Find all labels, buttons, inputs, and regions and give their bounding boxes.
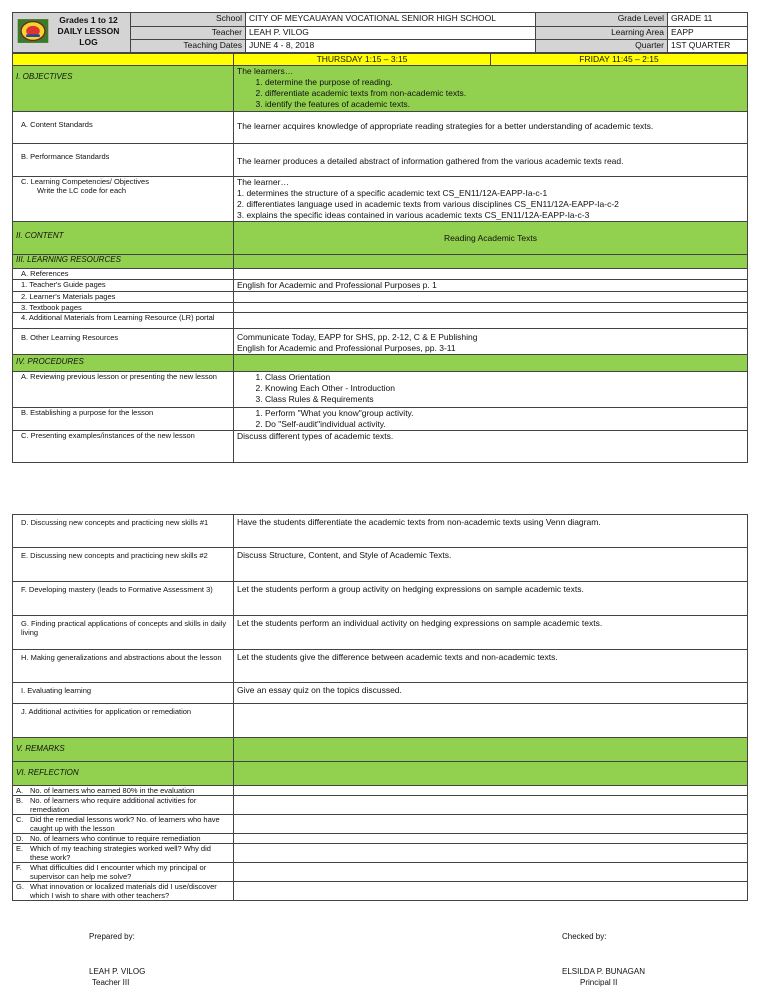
deped-seal-icon [16, 16, 50, 46]
procedure-d-label: D. Discussing new concepts and practicing new skills #1 [13, 515, 234, 548]
content-value: Reading Academic Texts [234, 222, 748, 255]
content-standards-label: A. Content Standards [13, 112, 234, 144]
procedure-e-value: Discuss Structure, Content, and Style of Academic Texts. [234, 548, 748, 582]
competencies-intro: The learner… [237, 177, 289, 187]
log-title-line1: Grades 1 to 12 [59, 14, 118, 25]
lesson-table-page1 [12, 53, 748, 463]
tg-value: English for Academic and Professional Purposes p. 1 [234, 280, 748, 292]
procedure-g-value: Let the students perform an individual activity on hedging expressions on sample academic texts. [234, 616, 748, 650]
reflection-item-d: No. of learners who continue to require remediation [30, 834, 201, 843]
procedure-h-label: H. Making generalizations and abstractions about the lesson [13, 650, 234, 683]
tg-label: 1. Teacher's Guide pages [13, 280, 234, 292]
friday-schedule: FRIDAY 11:45 – 2:15 [491, 54, 748, 66]
objectives-label: I. OBJECTIVES [13, 66, 234, 112]
objectives-intro: The learners… [237, 66, 294, 76]
procedure-f-value: Let the students perform a group activity on hedging expressions on sample academic texts. [234, 582, 748, 616]
procedure-i-value: Give an essay quiz on the topics discussed. [234, 683, 748, 704]
competencies-sublabel: Write the LC code for each [37, 186, 127, 195]
competencies-label: C. Learning Competencies/ Objectives [21, 177, 149, 186]
procedure-e-label: E. Discussing new concepts and practicing new skills #2 [13, 548, 234, 582]
list-item: 3. Class Rules & Requirements [265, 394, 744, 405]
procedure-j-label: J. Additional activities for application or remediation [13, 704, 234, 738]
list-item: 1. Perform "What you know"group activity. [265, 408, 744, 419]
learning-area-value: EAPP [668, 27, 748, 40]
procedure-b-label: B. Establishing a purpose for the lesson [13, 408, 234, 431]
teacher-value: LEAH P. VILOG [246, 27, 536, 40]
reflection-item-g: What innovation or localized materials did I use/discover which I wish to share with other teachers? [30, 882, 217, 900]
reflection-item-c: Did the remedial lessons work? No. of learners who have caught up with the lesson [30, 815, 220, 833]
procedure-i-label: I. Evaluating learning [13, 683, 234, 704]
tb-label: 3. Textbook pages [13, 303, 234, 313]
quarter-label: Quarter [536, 40, 668, 53]
prepared-by-title: Teacher III [92, 978, 130, 987]
list-item: 2. differentiate academic texts from non-academic texts. [265, 88, 744, 99]
list-item: 2. Do "Self-audit"individual activity. [265, 419, 744, 430]
log-title-line2: DAILY LESSON [57, 25, 120, 36]
lm-label: 2. Learner's Materials pages [13, 292, 234, 303]
checked-by-name: ELSILDA P. BUNAGAN [562, 967, 645, 976]
prepared-by-label: Prepared by: [89, 932, 135, 941]
list-item: Communicate Today, EAPP for SHS, pp. 2-12, C & E Publishing [237, 332, 478, 342]
quarter-value: 1ST QUARTER [668, 40, 748, 53]
deped-seal [13, 13, 131, 53]
content-label: II. CONTENT [13, 222, 234, 255]
objectives-list [237, 77, 744, 110]
reflection-item-b: No. of learners who require additional activities for remediation [30, 796, 197, 814]
grade-level-label: Grade Level [536, 13, 668, 27]
dates-value: JUNE 4 - 8, 2018 [246, 40, 536, 53]
list-item: 2. Knowing Each Other - Introduction [265, 383, 744, 394]
reflection-item-f: What difficulties did I encounter which my principal or supervisor can help me solve? [30, 863, 207, 881]
teacher-label: Teacher [131, 27, 246, 40]
performance-standards-value: The learner produces a detailed abstract of information gathered from the various academic texts read. [234, 144, 748, 177]
procedure-f-label: F. Developing mastery (leads to Formative Assessment 3) [13, 582, 234, 616]
reflection-item-a: No. of learners who earned 80% in the evaluation [30, 786, 195, 795]
performance-standards-label: B. Performance Standards [13, 144, 234, 177]
procedures-label: IV. PROCEDURES [13, 355, 234, 372]
procedure-a-label: A. Reviewing previous lesson or presenting the new lesson [13, 372, 234, 408]
references-label: A. References [13, 269, 234, 280]
other-resources-label: B. Other Learning Resources [13, 329, 234, 355]
checked-by-title: Principal II [580, 978, 618, 987]
grade-level-value: GRADE 11 [668, 13, 748, 27]
list-item: 3. explains the specific ideas contained in various academic texts CS_EN11/12A-EAPP-Ia-c-3 [237, 210, 590, 220]
lesson-table-page2: D. Discussing new concepts and practicing new skills #1 Have the students differentiate the academic texts from non-academic texts using Venn diagram. E. Discussing new concepts and practicing new skills #2 Discuss Structure, Content, and Style of Academic Texts. F. Developing mastery (leads to Formative Assessment 3) Let the students perform a group activity on hedging expressions on sample academic texts. G. Finding practical applications of concepts and skills in daily living Let the students perform an individual activity on hedging expressions on sample academic texts. H. Making generalizations and abstractions about the lesson Let the students give the difference between academic texts and non-academic texts. I. Evaluating learning Give an essay quiz on the topics discussed. J. Additional activities for application or remediation V. REMARKS VI. REFLECTION A. No. of learners who earned 80% in the evaluation B. No. of learners who require additional activities for remediation C. Did the remedial lessons work? No. of learners who have caught up with the lesson D. No. of learners who continue to require remediation E. Which of my teaching strategies worked well? Why did these work? F. What difficulties did I encounter which my principal or supervisor can help me solve? G. What innovation or localized materials did I use/discover which I wish to share with other teachers? [12, 514, 748, 901]
log-title-line3: LOG [79, 36, 98, 47]
list-item: 1. determines the structure of a specific academic text CS_EN11/12A-EAPP-Ia-c-1 [237, 188, 548, 198]
remarks-label: V. REMARKS [13, 738, 234, 762]
procedure-c-label: C. Presenting examples/instances of the new lesson [13, 431, 234, 463]
reflection-item-e: Which of my teaching strategies worked well? Why did these work? [30, 844, 211, 862]
learning-area-label: Learning Area [536, 27, 668, 40]
checked-by-label: Checked by: [562, 932, 607, 941]
lr-label: 4. Additional Materials from Learning Resource (LR) portal [13, 313, 234, 329]
procedure-h-value: Let the students give the difference between academic texts and non-academic texts. [234, 650, 748, 683]
header-table [12, 12, 748, 53]
list-item: English for Academic and Professional Purposes, pp. 3-11 [237, 343, 456, 353]
list-item: 1. determine the purpose of reading. [265, 77, 744, 88]
procedure-g-label: G. Finding practical applications of concepts and skills in daily living [13, 616, 234, 650]
prepared-by-name: LEAH P. VILOG [89, 967, 146, 976]
list-item: 3. identify the features of academic texts. [265, 99, 744, 110]
list-item: 1. Class Orientation [265, 372, 744, 383]
reflection-label: VI. REFLECTION [13, 762, 234, 786]
dates-label: Teaching Dates [131, 40, 246, 53]
list-item: 2. differentiates language used in academic texts from various disciplines CS_EN11/12A-EAPP-Ia-c-2 [237, 199, 619, 209]
content-standards-value: The learner acquires knowledge of appropriate reading strategies for a better understanding of academic texts. [234, 112, 748, 144]
procedure-d-value: Have the students differentiate the academic texts from non-academic texts using Venn diagram. [234, 515, 748, 548]
thursday-schedule: THURSDAY 1:15 – 3:15 [234, 54, 491, 66]
school-label: School [131, 13, 246, 27]
procedure-c-value: Discuss different types of academic texts. [234, 431, 748, 463]
resources-label: III. LEARNING RESOURCES [13, 255, 234, 269]
school-value: CITY OF MEYCAUAYAN VOCATIONAL SENIOR HIGH SCHOOL [246, 13, 536, 27]
